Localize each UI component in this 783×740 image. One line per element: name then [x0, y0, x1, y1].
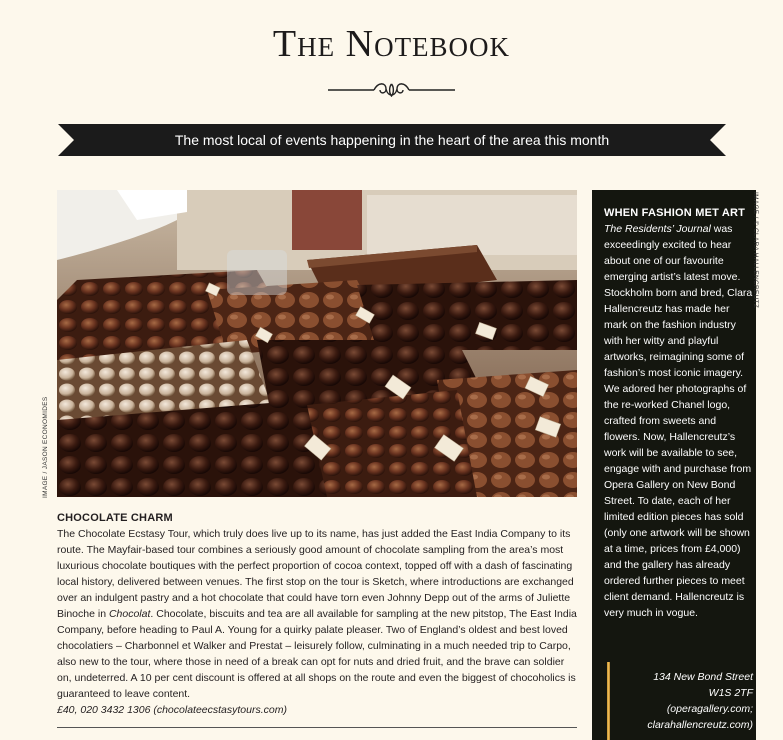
article-body [57, 526, 579, 702]
sidebar-body [604, 221, 754, 621]
sidebar-content [604, 205, 754, 621]
article-body-part2: . Chocolate, biscuits and tea are all available for sampling at the new pitstop, The East India Company, before heading to Paul A. Young for a quirky palate pleaser. Two of England’s oldest and best loved chocolatiers – Charbonnel et Walker and Prestat – leisurely follow, culminating in a much needed trip to Carpo, also new to the tour, where those in need of a break can opt for nuts and dried fruit, and the brave can soldier on, undeterred. A 10 per cent discount is offered at all shops on the route and even the biggest of chocoholics is guaranteed to leave content. [57, 608, 577, 700]
gold-pencil-decoration [607, 662, 610, 740]
page-title: The Notebook [272, 23, 511, 65]
chocolate-shop-photo [57, 190, 577, 497]
address-line-4: clarahallencreutz.com) [647, 719, 753, 731]
bottom-rule [57, 727, 577, 728]
ornament-divider-icon [326, 79, 457, 101]
sidebar-heading: WHEN FASHION MET ART [604, 207, 746, 219]
sidebar-address [620, 669, 753, 733]
article-body-part1: The Chocolate Ecstasy Tour, which truly does live up to its name, has just added the East India Company to its route. The Mayfair-based tour combines a seriously good amount of chocolate sampling from the area’s most luxurious chocolate boutiques with the perfect proportion of cocoa context, topped off with a dash of fascinating local history, delivered between venues. The first stop on the tour is Sketch, where introductions are exchanged over an indulgent pastry and a hot chocolate that could have torn even Johnny Depp out of the arms of Juliette Binoche in [57, 528, 574, 620]
address-line-2: W1S 2TF [708, 687, 753, 699]
subtitle-banner [58, 124, 726, 156]
photo-credit: IMAGE / JASON ECONOMIDES [42, 396, 49, 498]
sidebar-journal: The Residents’ Journal [604, 223, 711, 235]
article-footer [57, 702, 579, 718]
article-footer-text: £40, 020 3432 1306 (chocolateecstasytours.com) [57, 704, 287, 716]
banner-text: The most local of events happening in the heart of the area this month [174, 132, 610, 148]
article-heading: CHOCOLATE CHARM [57, 512, 173, 524]
sidebar-body-text: was exceedingly excited to hear about one of our favourite emerging artist’s latest move. Stockholm born and bred, Clara Hallencreutz has made her mark on the fashion industry with her witty and playful artworks, reimagining some of fashion’s most iconic imagery. We adored her photographs of the re-worked Chanel logo, crafted from sweets and flowers. Now, Hallencreutz’s work will be available to see, engage with and purchase from Opera Gallery on New Bond Street. To date, each of her limited edition pieces has sold (only one artwork will be shown at a time, prices from £4,000) and the gallery has already ordered further pieces to meet client demand. Hallencreutz is very much in vogue. [604, 223, 753, 619]
address-line-3: (operagallery.com; [666, 703, 753, 715]
address-line-1: 134 New Bond Street [653, 671, 753, 683]
chocolate-article [57, 510, 579, 718]
article-body-italic: Chocolat [108, 608, 151, 620]
sidebar-image-credit: IMAGE / © CLARA HALLENCREUTZ [752, 192, 759, 309]
